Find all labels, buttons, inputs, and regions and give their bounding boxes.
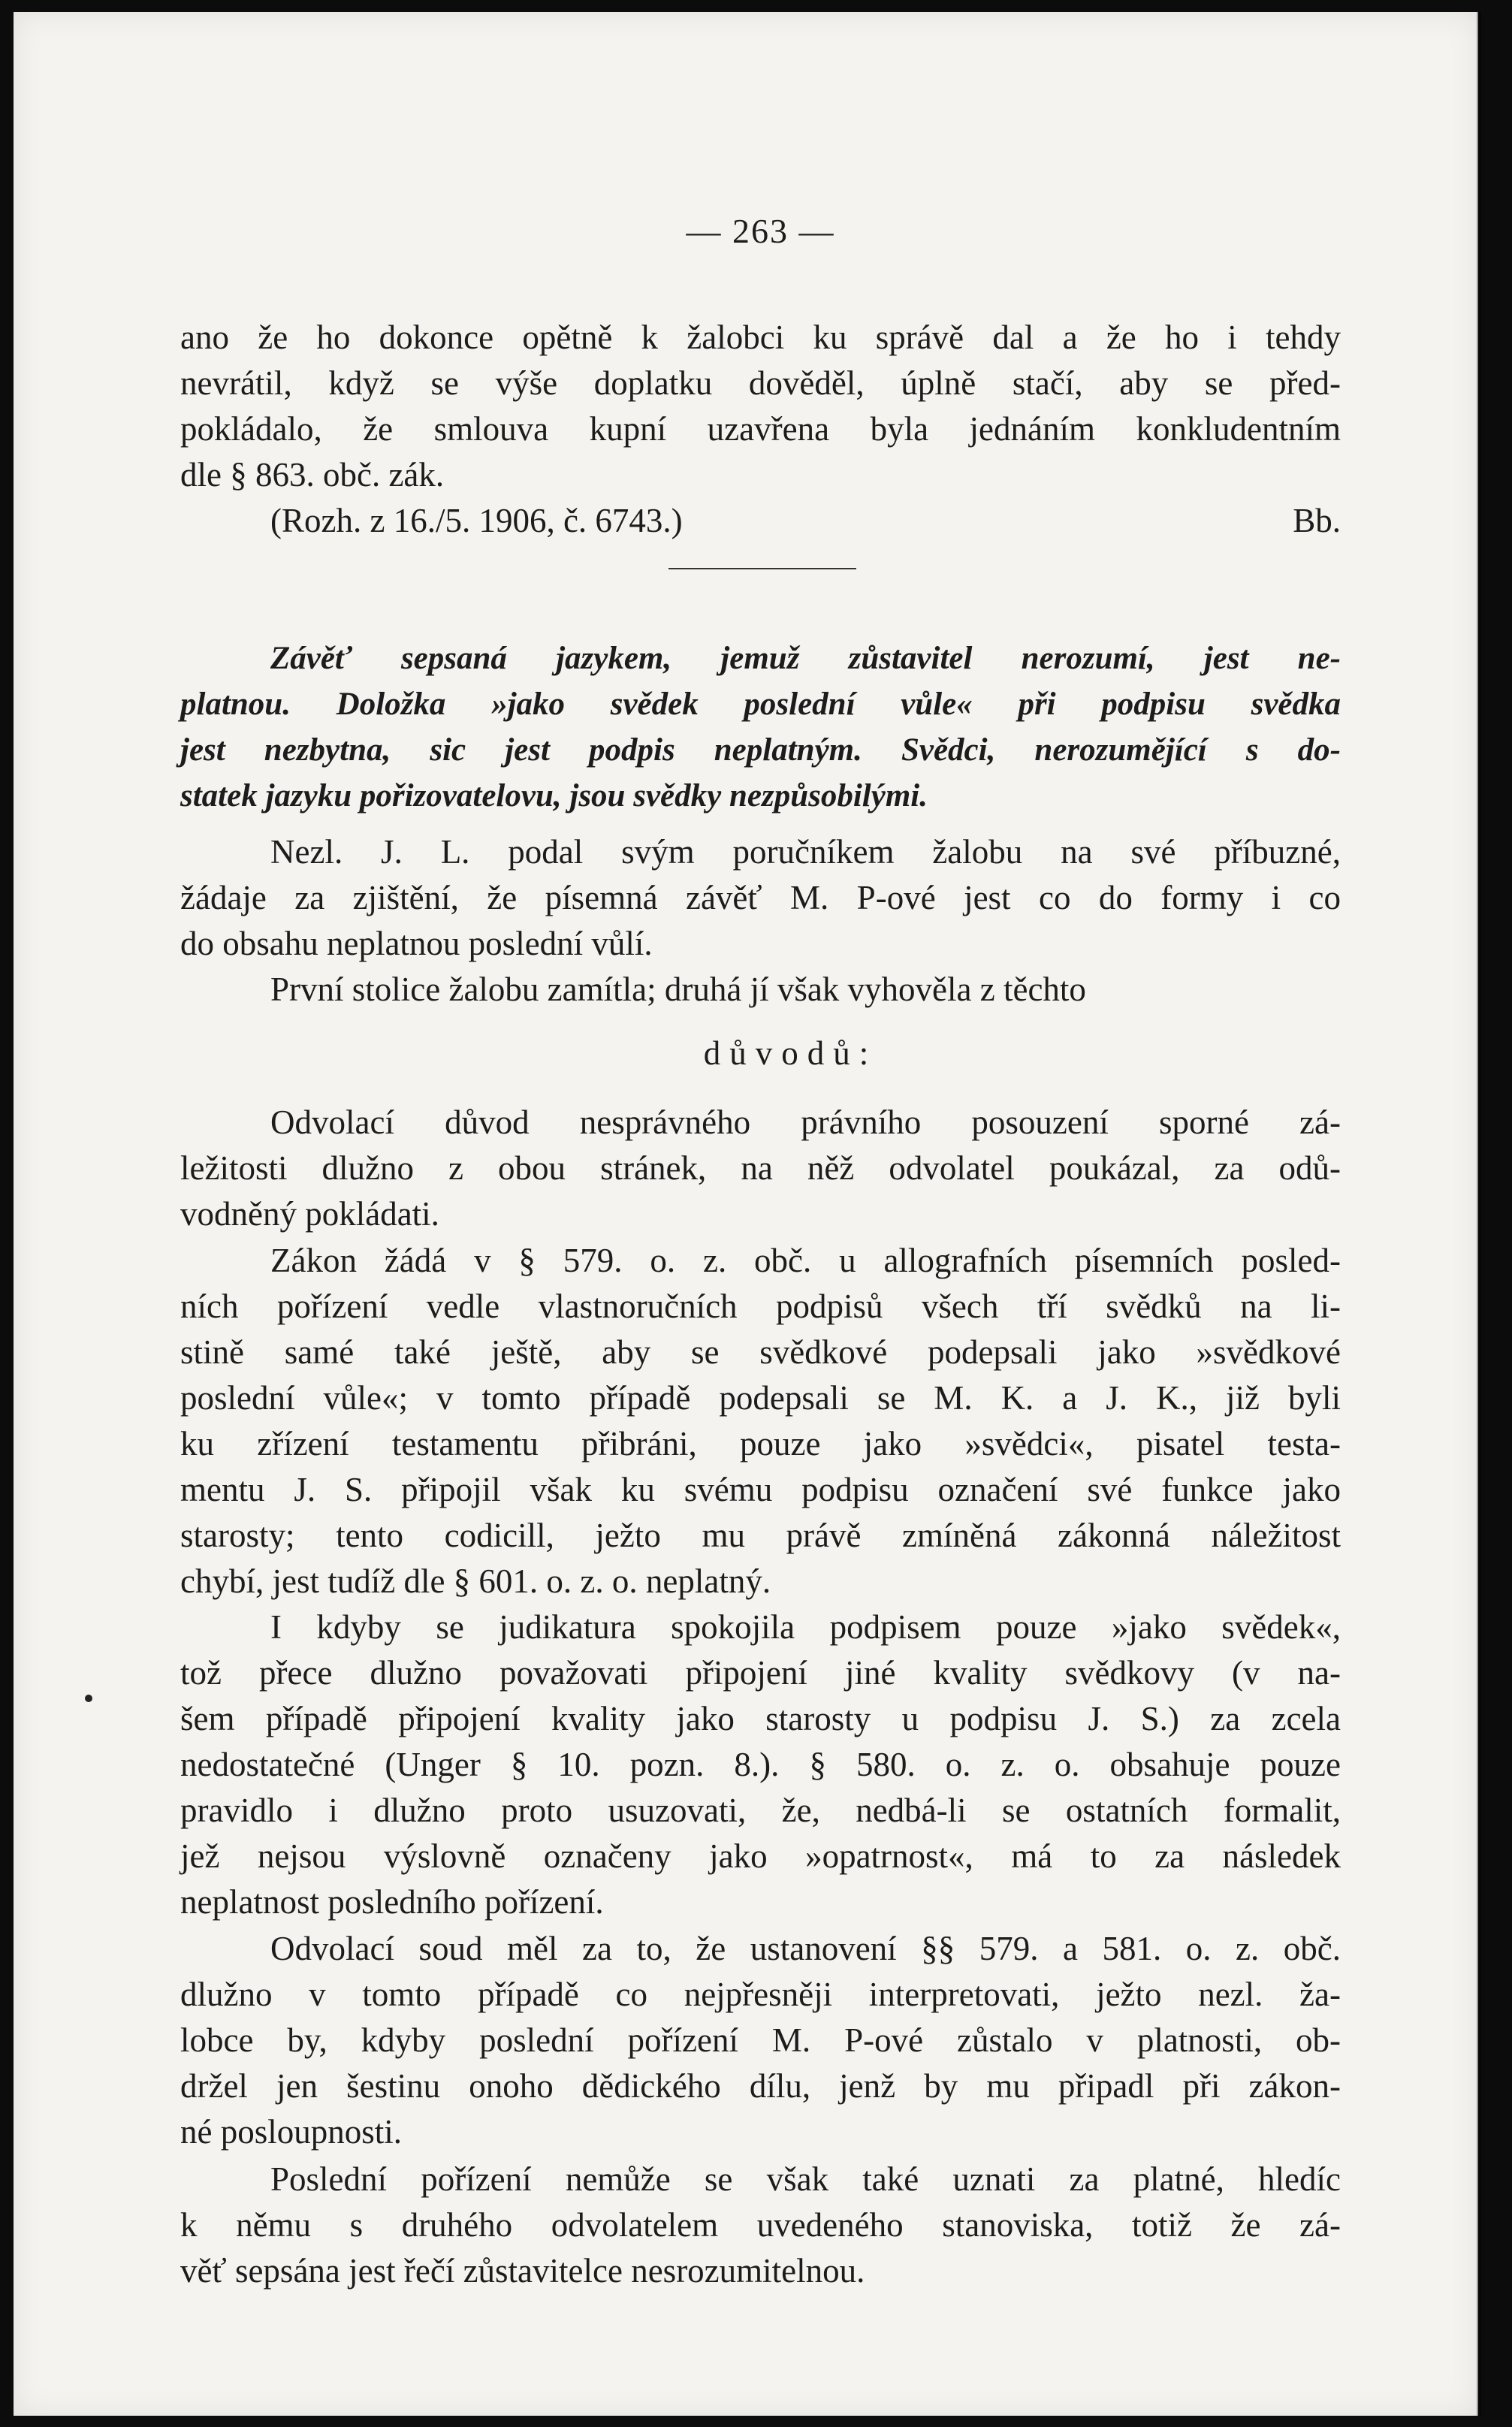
text-line: dle § 863. obč. zák.	[180, 456, 445, 494]
citation: (Rozh. z 16./5. 1906, č. 6743.)	[270, 502, 683, 539]
text-line: První stolice žalobu zamítla; druhá jí však vyhověla z těchto	[270, 970, 1086, 1008]
text-line: ku zřízení testamentu přibráni, pouze jako »svědci«, pisatel testa-	[180, 1425, 1341, 1463]
summary-line: statek jazyku pořizovatelovu, jsou svědky nezpůsobilými.	[180, 778, 928, 814]
citation-line	[180, 498, 1341, 544]
section-divider	[668, 568, 856, 569]
paragraph-6	[180, 1604, 1341, 1925]
summary-line: Závěť sepsaná jazykem, jemuž zůstavitel nerozumí, jest ne-	[270, 641, 1341, 676]
text-line: šem případě připojení kvality jako starosty u podpisu J. S.) za zcela	[180, 1700, 1341, 1737]
text-line: starosty; tento codicill, ježto mu právě zmíněná zákonná náležitost	[180, 1517, 1341, 1554]
margin-mark	[85, 1695, 92, 1702]
text-line: stině samé také ještě, aby se svědkové podepsali jako »svědkové	[180, 1333, 1341, 1371]
paragraph-8	[180, 2157, 1341, 2294]
summary-line: jest nezbytna, sic jest podpis neplatným. Svědci, nerozumějící s do-	[180, 732, 1341, 768]
paragraph-7	[180, 1926, 1341, 2155]
text-line: Odvolací důvod nesprávného právního posouzení sporné zá-	[270, 1103, 1341, 1141]
text-line: Poslední pořízení nemůže se však také uznati za platné, hledíc	[270, 2160, 1341, 2198]
paragraph-1	[180, 315, 1341, 544]
text-line: ano že ho dokonce opětně k žalobci ku správě dal a že ho i tehdy	[180, 318, 1341, 356]
text-line: držel jen šestinu onoho dědického dílu, jenž by mu připadl při zákon-	[180, 2067, 1341, 2105]
text-line: k němu s druhého odvolatelem uvedeného stanoviska, totiž že zá-	[180, 2206, 1341, 2244]
text-line: pravidlo i dlužno proto usuzovati, že, nedbá-li se ostatních formalit,	[180, 1792, 1341, 1829]
paragraph-5	[180, 1238, 1341, 1604]
text-line: dlužno v tomto případě co nejpřesněji interpretovati, ježto nezl. ža-	[180, 1976, 1341, 2013]
page-number: — 263 —	[686, 212, 835, 250]
section-heading: důvodů:	[703, 1034, 878, 1072]
text-line: Nezl. J. L. podal svým poručníkem žalobu na své příbuzné,	[270, 833, 1341, 871]
text-line: žádaje za zjištění, že písemná závěť M. P-ové jest co do formy i co	[180, 879, 1341, 916]
text-line: Zákon žádá v § 579. o. z. obč. u allografních písemních posled-	[270, 1242, 1341, 1279]
text-line: tož přece dlužno považovati připojení jiné kvality svědkovy (v na-	[180, 1654, 1341, 1692]
text-line: mentu J. S. připojil však ku svému podpisu označení své funkce jako	[180, 1471, 1341, 1508]
text-line: nevrátil, když se výše doplatku dověděl, úplně stačí, aby se před-	[180, 364, 1341, 402]
text-line: pokládalo, že smlouva kupní uzavřena byla jednáním konkludentním	[180, 410, 1341, 448]
text-line: ležitosti dlužno z obou stránek, na něž odvolatel poukázal, za odů-	[180, 1149, 1341, 1187]
text-line: vodněný pokládati.	[180, 1195, 439, 1233]
paragraph-2	[180, 829, 1341, 1013]
text-line: lobce by, kdyby poslední pořízení M. P-ové zůstalo v platnosti, ob-	[180, 2021, 1341, 2059]
text-line: nedostatečné (Unger § 10. pozn. 8.). § 580. o. z. o. obsahuje pouze	[180, 1746, 1341, 1783]
text-line: I kdyby se judikatura spokojila podpisem pouze »jako svědek«,	[270, 1608, 1341, 1646]
text-line: do obsahu neplatnou poslední vůlí.	[180, 925, 653, 962]
paragraph-4	[180, 1100, 1341, 1237]
book-page	[14, 12, 1478, 2416]
summary-line: platnou. Doložka »jako svědek poslední vůle« při podpisu svědka	[180, 687, 1341, 722]
text-line: né posloupnosti.	[180, 2113, 403, 2151]
text-line: neplatnost posledního pořízení.	[180, 1883, 604, 1921]
text-line: věť sepsána jest řečí zůstavitelce nesrozumitelnou.	[180, 2252, 865, 2290]
text-line: Odvolací soud měl za to, že ustanovení §§ 579. a 581. o. z. obč.	[270, 1930, 1341, 1967]
text-line: jež nejsou výslovně označeny jako »opatrnost«, má to za následek	[180, 1837, 1341, 1875]
page-edge-right	[1477, 12, 1481, 2416]
case-summary	[180, 635, 1341, 819]
text-line: chybí, jest tudíž dle § 601. o. z. o. neplatný.	[180, 1562, 771, 1600]
text-line: poslední vůle«; v tomto případě podepsali se M. K. a J. K., již byli	[180, 1379, 1341, 1417]
author-initials: Bb.	[1293, 502, 1341, 539]
text-line: ních pořízení vedle vlastnoručních podpisů všech tří svědků na li-	[180, 1287, 1341, 1325]
